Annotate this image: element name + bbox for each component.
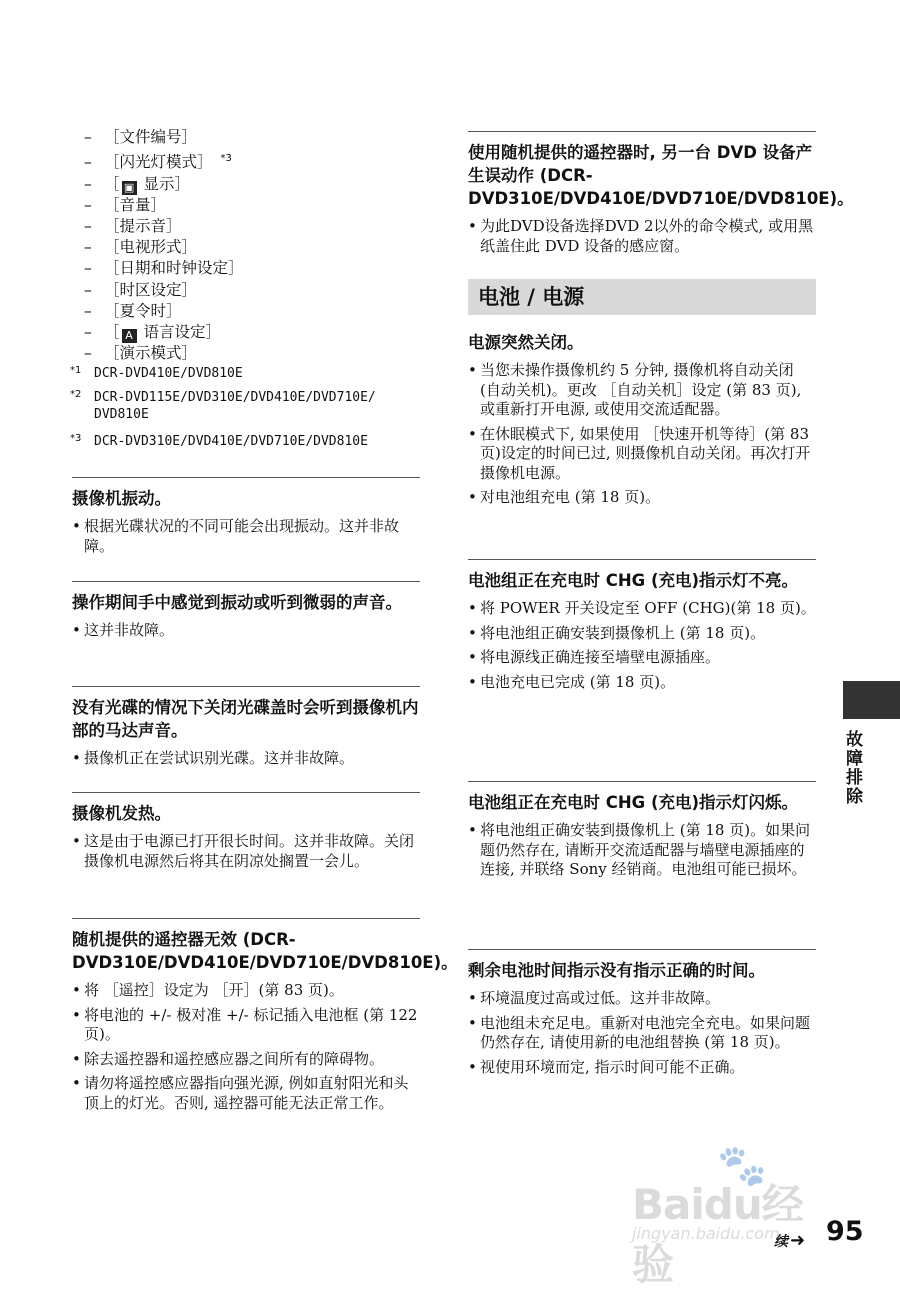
menu-item: – ［时区设定］ (84, 280, 198, 299)
bullet: • 电池组未充足电。重新对电池完全充电。如果问题仍然存在, 请使用新的电池组替换 (第 18 页)。 (468, 1014, 816, 1053)
bullet: • 将电池组正确安装到摄像机上 (第 18 页)。 (468, 624, 816, 644)
menu-item: – ［ A 语言设定］ (84, 322, 221, 342)
bullet: • 摄像机正在尝试识别光碟。这并非故障。 (72, 749, 420, 769)
bullet: • 当您未操作摄像机约 5 分钟, 摄像机将自动关闭 (自动关机)。更改 ［自动关机］设定 (第 83 页), 或重新打开电源, 或使用交流适配器。 (468, 361, 816, 420)
footnote-ref: *3 (220, 153, 232, 165)
watermark: 🐾 Baidu经验 jingyan.baidu.com (632, 1143, 803, 1289)
menu-item: – ［电视形式］ (84, 238, 198, 257)
section-battery-time (468, 949, 816, 1082)
section-title: 摄像机振动。 (72, 489, 171, 508)
language-icon: A (122, 329, 137, 343)
section-camera-vibration (72, 477, 420, 561)
section-banner-battery-power: 电池 / 电源 (468, 279, 816, 315)
page-number: 95 (826, 1216, 864, 1247)
footnote: *3 DCR-DVD310E/DVD410E/DVD710E/DVD810E (70, 433, 368, 449)
bullet: • 在休眠模式下, 如果使用 ［快速开机等待］(第 83 页)设定的时间已过, 则摄像机自动关闭。再次打开摄像机电源。 (468, 425, 816, 484)
section-camera-heat (72, 792, 420, 876)
section-remote-invalid (72, 918, 458, 1118)
section-hand-vibration (72, 581, 420, 646)
bullet: • 这并非故障。 (72, 621, 420, 641)
bullet: • 环境温度过高或过低。这并非故障。 (468, 989, 816, 1009)
power-off-bullets (468, 361, 816, 513)
arrow-right-icon: ➜ (790, 1230, 806, 1251)
bullet: • 为此DVD设备选择DVD 2以外的命令模式, 或用黑纸盖住此 DVD 设备的感应窗。 (468, 217, 816, 256)
bullet: • 请勿将遥控感应器指向强光源, 例如直射阳光和头顶上的灯光。否则, 遥控器可能无法正常工作。 (72, 1074, 420, 1113)
bullet: • 将电源线正确连接至墙壁电源插座。 (468, 648, 816, 668)
section-chg-flashing (468, 781, 816, 885)
bullet: • 根据光碟状况的不同可能会出现振动。这并非故障。 (72, 517, 420, 556)
section-title: 随机提供的遥控器无效 (DCR-DVD310E/DVD410E/DVD710E/DVD810E)。 (72, 930, 458, 972)
menu-item: – ［文件编号］ (84, 128, 198, 146)
bullet: • 对电池组充电 (第 18 页)。 (468, 488, 816, 508)
footnote: *2 DCR-DVD115E/DVD310E/DVD410E/DVD710E/ DVD810E (70, 389, 376, 422)
bullet: • 这是由于电源已打开很长时间。这并非故障。关闭摄像机电源然后将其在阴凉处搁置一会儿。 (72, 832, 420, 871)
section-title: 摄像机发热。 (72, 804, 171, 823)
continued-indicator: 续 ➜ (774, 1230, 806, 1251)
menu-item: – ［音量］ (84, 195, 167, 214)
section-motor-sound (72, 686, 420, 774)
chapter-tab (843, 681, 900, 719)
section-title-power-off: 电源突然关闭。 (468, 333, 584, 352)
display-icon: ▣ (122, 181, 137, 195)
section-chg-not-lit (468, 559, 816, 697)
section-title: 没有光碟的情况下关闭光碟盖时会听到摄像机内部的马达声音。 (72, 698, 419, 740)
section-title: 操作期间手中感觉到振动或听到微弱的声音。 (72, 593, 402, 612)
menu-item: – ［日期和时钟设定］ (84, 259, 244, 278)
bullet: • 视使用环境而定, 指示时间可能不正确。 (468, 1058, 816, 1078)
section-remote-misoperation (468, 131, 854, 261)
bullet: • 电池充电已完成 (第 18 页)。 (468, 673, 816, 693)
paw-icon: 🐾 (717, 1143, 767, 1189)
section-title: 电池组正在充电时 CHG (充电)指示灯不亮。 (468, 571, 799, 590)
menu-item: – ［提示音］ (84, 216, 182, 235)
section-title: 电池组正在充电时 CHG (充电)指示灯闪烁。 (468, 793, 799, 812)
menu-item: – ［ ▣ 显示］ (84, 174, 190, 194)
section-title: 使用随机提供的遥控器时, 另一台 DVD 设备产生误动作 (DCR-DVD310E/DVD410E/DVD710E/DVD810E)。 (468, 143, 854, 208)
bullet: • 除去遥控器和遥控感应器之间所有的障碍物。 (72, 1050, 420, 1070)
bullet: • 将 ［遥控］设定为 ［开］(第 83 页)。 (72, 981, 420, 1001)
chapter-label: 故障排除 (842, 730, 862, 806)
footnote: *1 DCR-DVD410E/DVD810E (70, 365, 243, 381)
bullet: • 将电池组正确安装到摄像机上 (第 18 页)。如果问题仍然存在, 请断开交流适配器与墙壁电源插座的连接, 并联络 Sony 经销商。电池组可能已损坏。 (468, 821, 816, 880)
menu-item: – ［闪光灯模式］ $^{*3}$ (84, 153, 232, 172)
menu-item: – ［演示模式］ (84, 344, 198, 363)
menu-list (84, 127, 404, 364)
section-title: 剩余电池时间指示没有指示正确的时间。 (468, 961, 765, 980)
bullet: • 将电池的 +/- 极对准 +/- 标记插入电池框 (第 122 页)。 (72, 1006, 420, 1045)
menu-item: – ［夏令时］ (84, 301, 182, 320)
bullet: • 将 POWER 开关设定至 OFF (CHG)(第 18 页)。 (468, 599, 816, 619)
